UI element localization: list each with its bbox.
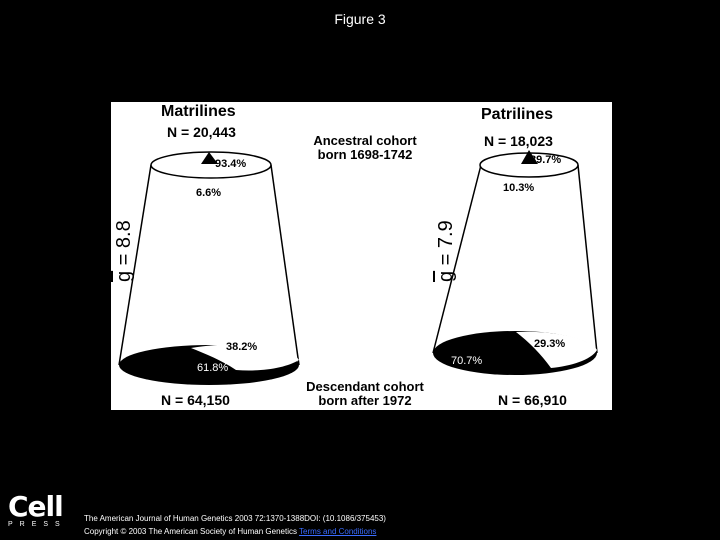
patrilines-heading: Patrilines bbox=[481, 106, 554, 123]
matrilines-n-bottom: N = 64,150 bbox=[161, 392, 230, 408]
citation-text: The American Journal of Human Genetics 2003 72:1370-1388DOI: (10.1086/375453) bbox=[84, 514, 386, 523]
descendant-cohort-label: Descendant cohort born after 1972 bbox=[306, 379, 424, 408]
patrilines-bottom-black-pct: 70.7% bbox=[451, 355, 483, 367]
matrilines-bottom-white-pct: 38.2% bbox=[226, 341, 258, 353]
figure-panel bbox=[111, 102, 612, 410]
left-cone-right-side bbox=[271, 165, 299, 365]
figure-title: Figure 3 bbox=[334, 11, 386, 27]
cell-press-logo bbox=[8, 490, 67, 528]
copyright-text: Copyright © 2003 The American Society of Human Genetics bbox=[84, 527, 297, 536]
matrilines-top-minor-pct: 6.6% bbox=[196, 187, 222, 199]
patrilines-top-major-pct: 89.7% bbox=[530, 154, 562, 166]
patrilines-n-bottom: N = 66,910 bbox=[498, 392, 567, 408]
cell-logo-word: Cell bbox=[8, 490, 63, 523]
cell-logo-press: PRESS bbox=[8, 521, 67, 528]
matrilines-n-top: N = 20,443 bbox=[167, 124, 236, 140]
matrilines-bottom-black-pct: 61.8% bbox=[197, 362, 229, 374]
ancestral-cohort-label: Ancestral cohort born 1698-1742 bbox=[313, 133, 417, 162]
patrilines-bottom-white-pct: 29.3% bbox=[534, 338, 566, 350]
patrilines-n-top: N = 18,023 bbox=[484, 133, 553, 149]
matrilines-g-label: $\overline{g} = 8.8$ bbox=[113, 220, 135, 282]
copyright-line bbox=[84, 527, 376, 536]
right-cone-right-side bbox=[578, 165, 597, 353]
patrilines-g-label: $\overline{g} = 7.9$ bbox=[435, 220, 457, 282]
terms-and-conditions-link[interactable]: Terms and Conditions bbox=[299, 527, 377, 536]
patrilines-top-minor-pct: 10.3% bbox=[503, 182, 535, 194]
matrilines-top-major-pct: 93.4% bbox=[215, 158, 247, 170]
matrilines-heading: Matrilines bbox=[161, 103, 236, 120]
